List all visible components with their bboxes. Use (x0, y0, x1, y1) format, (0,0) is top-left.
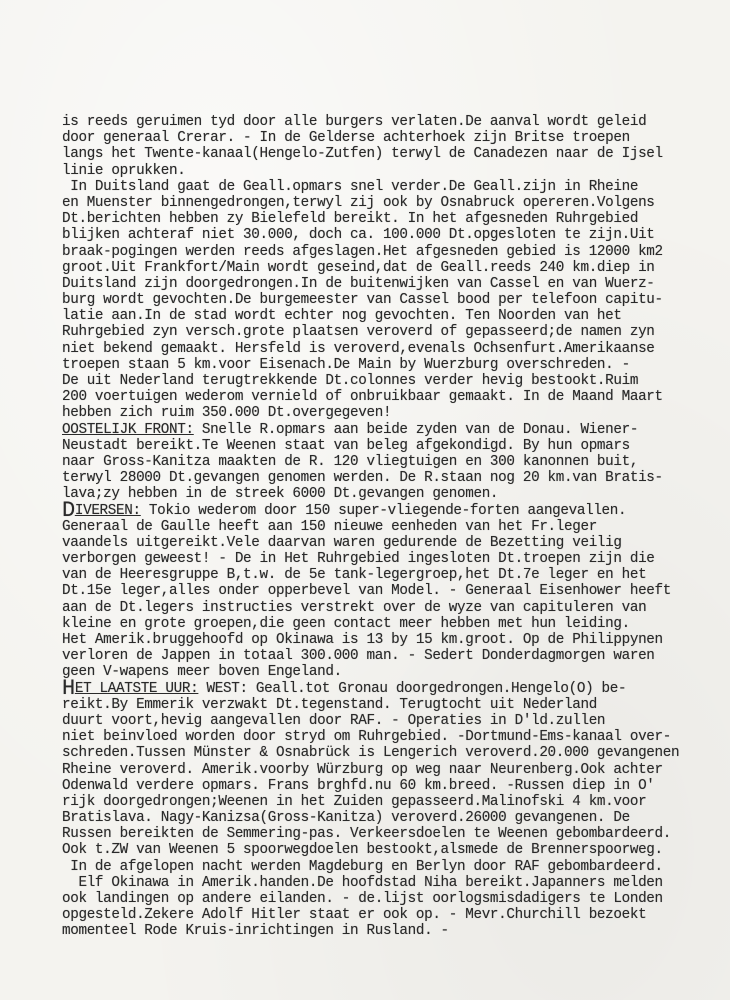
diversen-first-text: Tokio wederom door 150 super-vliegende-forten aangevallen. (140, 502, 627, 519)
text-line: naar Gross-Kanitza maakten de R. 120 vliegtuigen en 300 kanonnen buit, (62, 453, 639, 470)
text-line: kleine en grote groepen,die geen contact meer hebben met hun leiding. (62, 615, 630, 632)
text-line: blijken achteraf niet 30.000, doch ca. 100.000 Dt.opgesloten te zijn.Uit (62, 227, 655, 244)
laatste-uur-paragraph (62, 697, 722, 940)
text-line: van de Heeresgruppe B,t.w. de 5e tank-legergroep,het Dt.7e leger en het (62, 567, 647, 584)
diversen-first-line (62, 497, 722, 523)
text-line: aan de Dt.legers instructies verstrekt over de wyze van capituleren van (62, 599, 647, 616)
oostelijk-front-heading: OOSTELIJK FRONT: (62, 421, 194, 438)
text-line: linie oprukken. (62, 162, 186, 179)
typewritten-text (62, 114, 722, 940)
diversen-paragraph (62, 519, 722, 681)
text-line: 200 voertuigen wederom vernield of onbruikbaar gemaakt. In de Maand Maart (62, 389, 663, 406)
text-line: niet bekend gemaakt. Hersfeld is veroverd,evenals Ochsenfurt.Amerikaanse (62, 340, 655, 357)
oostelijk-front-paragraph (62, 438, 722, 503)
laatste-uur-heading: ET LAATSTE UUR: (74, 680, 199, 697)
text-line: reikt.By Emmerik verzwakt Dt.tegenstand. Terugtocht uit Nederland (62, 696, 597, 713)
text-line: groot.Uit Frankfort/Main wordt geseind,dat de Geall.reeds 240 km.diep in (62, 259, 655, 276)
text-line: Duitsland zijn doorgedrongen.In de buitenwijken van Cassel en van Wuerz- (62, 275, 655, 292)
text-line: Rheine veroverd. Amerik.voorby Würzburg op weg naar Neurenberg.Ook achter (62, 761, 663, 778)
text-line: hebben zich ruim 350.000 Dt.overgegeven! (62, 405, 392, 422)
text-line: De uit Nederland terugtrekkende Dt.colonnes verder hevig bestookt.Ruim (62, 373, 639, 389)
text-line: opgesteld.Zekere Adolf Hitler staat er ook op. - Mevr.Churchill bezoekt (62, 907, 647, 924)
text-line: is reeds geruimen tyd door alle burgers verlaten.De aanval wordt geleid (62, 114, 647, 130)
text-line: In de afgelopen nacht werden Magdeburg en Berlyn door RAF gebombardeerd. (62, 858, 663, 875)
text-line: Ruhrgebied zyn versch.grote plaatsen veroverd of gepasseerd;de namen zyn (62, 324, 655, 341)
text-line: terwyl 28000 Dt.gevangen genomen werden. De R.staan nog 20 km.van Bratis- (62, 470, 663, 487)
west-front-paragraph (62, 114, 722, 422)
oostelijk-front-first-text: Snelle R.opmars aan beide zyden van de Donau. Wiener- (193, 421, 639, 438)
text-line: momenteel Rode Kruis-inrichtingen in Rusland. - (62, 923, 449, 940)
text-line: braak-pogingen werden reeds afgeslagen.Het afgesneden gebied is 12000 km2 (62, 243, 663, 260)
laatste-uur-first-text: WEST: Geall.tot Gronau doorgedrongen.Hengelo(O) be- (198, 680, 627, 697)
text-line: Dt.15e leger,alles onder opperbevel van Model. - Generaal Eisenhower heeft (62, 583, 671, 600)
laatste-uur-first-line (62, 675, 722, 701)
text-line: verloren de Jappen in totaal 300.000 man. - Sedert Donderdagmorgen waren (62, 648, 655, 665)
text-line: ook landingen op andere eilanden. - de.lijst oorlogsmisdadigers te Londen (62, 891, 663, 907)
text-line: Dt.berichten hebben zy Bielefeld bereikt. In het afgesneden Ruhrgebied (62, 211, 639, 228)
diversen-heading: IVERSEN: (74, 502, 141, 519)
text-line: duurt voort,hevig aangevallen door RAF. - Operaties in D'ld.zullen (62, 712, 606, 729)
text-line: Generaal de Gaulle heeft aan 150 nieuwe eenheden van het Fr.leger (62, 518, 597, 535)
oostelijk-front-first-line (62, 422, 722, 438)
laatste-uur-initial: H (62, 675, 75, 701)
text-line: In Duitsland gaat de Geall.opmars snel verder.De Geall.zijn in Rheine (62, 178, 639, 195)
text-line: burg wordt gevochten.De burgemeester van Cassel bood per telefoon capitu- (62, 292, 663, 309)
text-line: geen V-wapens meer boven Engeland. (62, 664, 342, 681)
text-line: Neustadt bereikt.Te Weenen staat van beleg afgekondigd. By hun opmars (62, 437, 630, 454)
diversen-initial: D (62, 497, 75, 523)
text-line: schreden.Tussen Münster & Osnabrück is Lengerich veroverd.20.000 gevangenen (62, 745, 680, 762)
text-line: verborgen geweest! - De in Het Ruhrgebied ingesloten Dt.troepen zijn die (62, 551, 655, 568)
text-line: Russen bereikten de Semmering-pas. Verkeersdoelen te Weenen gebombardeerd. (62, 826, 671, 843)
text-line: Ook t.ZW van Weenen 5 spoorwegdoelen bestookt,alsmede de Brennerspoorweg. (62, 842, 663, 859)
text-line: troepen staan 5 km.voor Eisenach.De Main by Wuerzburg overschreden. - (62, 356, 630, 373)
text-line: langs het Twente-kanaal(Hengelo-Zutfen) terwyl de Canadezen naar de Ijsel (62, 146, 663, 163)
show-through-bleed (200, 52, 620, 92)
text-line: rijk doorgedrongen;Weenen in het Zuiden gepasseerd.Malinofski 4 km.voor (62, 793, 647, 810)
text-line: en Muenster binnengedrongen,terwyl zij ook by Osnabruck opereren.Volgens (62, 194, 655, 211)
text-line: latie aan.In de stad wordt echter nog gevochten. Ten Noorden van het (62, 308, 622, 325)
text-line: vaandels uitgereikt.Vele daarvan waren gedurende de Bezetting veilig (62, 534, 622, 551)
text-line: Odenwald verdere opmars. Frans brghfd.nu 60 km.breed. -Russen diep in O' (62, 777, 655, 794)
text-line: Bratislava. Nagy-Kanizsa(Gross-Kanitza) veroverd.26000 gevangenen. De (62, 810, 630, 827)
text-line: Het Amerik.bruggehoofd op Okinawa is 13 by 15 km.groot. Op de Philippynen (62, 632, 663, 648)
text-line: Elf Okinawa in Amerik.handen.De hoofdstad Niha bereikt.Japanners melden (62, 874, 663, 891)
text-line: niet beinvloed worden door stryd om Ruhrgebied. -Dortmund-Ems-kanaal over- (62, 729, 671, 746)
text-line: door generaal Crerar. - In de Gelderse achterhoek zijn Britse troepen (62, 130, 630, 147)
text-line: lava;zy hebben in de streek 6000 Dt.gevangen genomen. (62, 486, 499, 503)
